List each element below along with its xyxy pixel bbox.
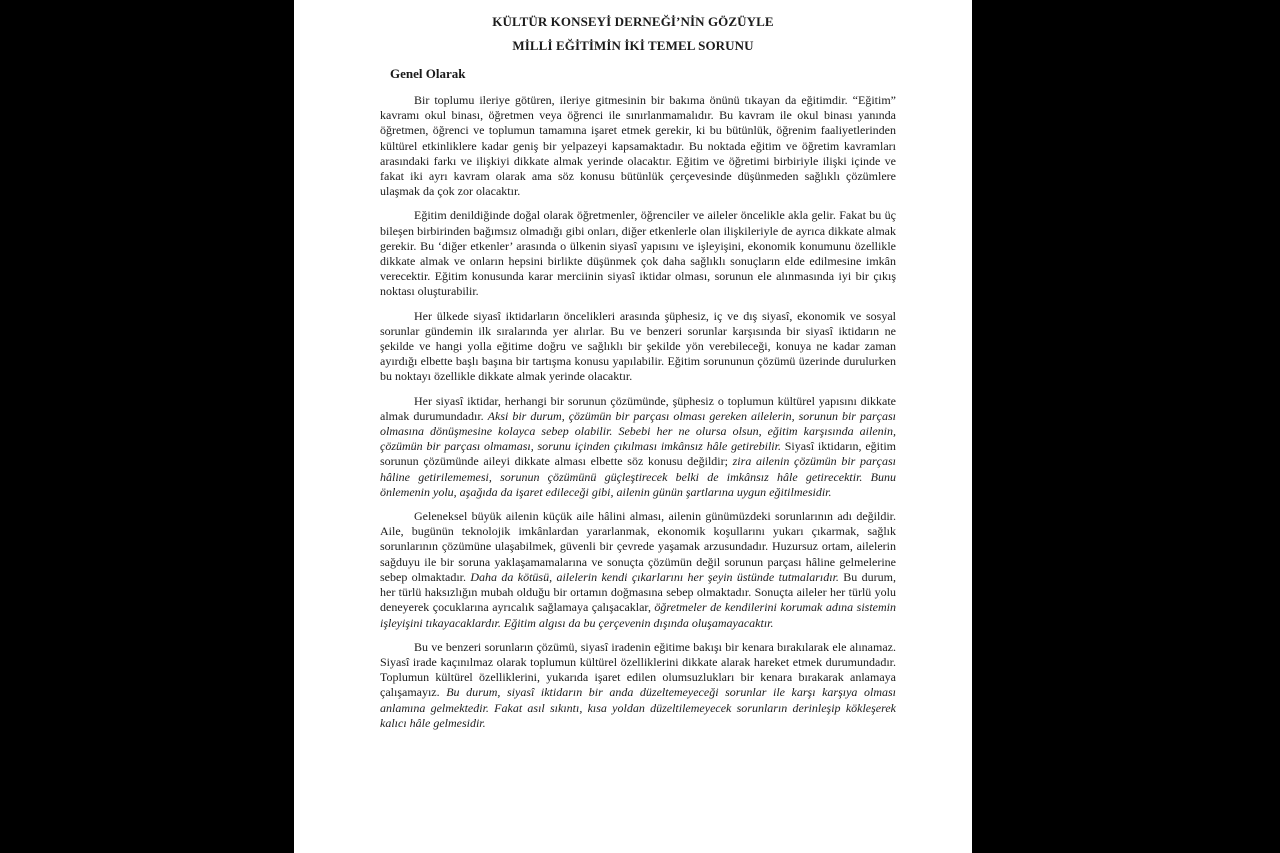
paragraph [380, 509, 896, 631]
paragraph-text: Her ülkede siyasî iktidarların öncelikleri arasında şüphesiz, iç ve dış siyasî, ekonomik ve sosyal sorunlar gündemin ilk sıralarında yer alırlar. Bu ve benzeri sorunlar karşısında bir siyasî iktidarın ne şekilde ve hangi yolla eğitime doğru ve sağlıklı bir şekilde yön verebileceği, konuya ne kadar zaman ayırdığı elbette başlı başına bir tartışma konusu yapılabilir. Eğitim sorununun çözümü üzerinde durulurken bu noktayı özellikle dikkate almak yerinde olacaktır. [380, 308, 896, 384]
paragraph-text: Bir toplumu ileriye götüren, ileriye gitmesinin bir bakıma önünü tıkayan da eğitimdir. “Eğitim” kavramı okul binası, öğretmen veya öğrenci ile sınırlanmamalıdır. Bu kavram ile okul binası yanında öğretmen, öğrenci ve toplumun tamamına işaret etmek gerekir, ki bu bütünlük, öğrenim faaliyetlerinden kültürel etkinliklere kadar geniş bir yelpazeyi kapsamaktadır. Bu noktada eğitim ve öğretim kavramları arasındaki farkı ve ilişkiyi dikkate almak yerinde olacaktır. Eğitim ve öğretimi birbiriyle ilişki içinde ve fakat iki ayrı kavram olarak ama söz konusu bütünlük çerçevesinde düşünmeden sağlıklı çözümlere ulaşmak da çok zor olacaktır. [380, 93, 896, 199]
document-page [294, 0, 972, 853]
paragraph [380, 309, 896, 385]
section-heading: Genel Olarak [390, 66, 466, 81]
paragraph-text: Bu ve benzeri sorunların çözümü, siyasî iradenin eğitime bakışı bir kenara bırakılarak ele alınamaz. Siyasî irade kaçınılmaz olarak toplumun kültürel özelliklerini dikkate alarak hareket etmek durumundadır. Toplumun kültürel özelliklerini, yukarıda işaret edilen olumsuzlukları bir kenara bırakarak anlamaya çalışamayız. [380, 639, 896, 700]
document-body [380, 93, 896, 740]
paragraph-emphasis: Bu durum, siyasî iktidarın bir anda düzeltemeyeceği sorunlar ile karşı karşıya olması anlamına gelmektedir. Fakat asıl sıkıntı, kısa yoldan düzeltilemeyecek sorunların derinleşip kökleşerek kalıcı hâle gelmesidir. [380, 685, 897, 730]
paragraph-emphasis: öğretmeler de kendilerini korumak adına sistemin işleyişini tıkayacaklardır. Eğitim algısı da bu çerçevenin dışında oluşamayacaktır. [380, 600, 896, 630]
paragraph-text: Bu durum, her türlü haksızlığın mubah olduğu bir ortamın doğmasına sebep olmaktadır. Sonuçta aileler her türlü yolu deneyerek çocuklarına ayrıcalık sağlamaya çalışacaklar, [380, 569, 896, 615]
paragraph-emphasis: Aksi bir durum, çözümün bir parçası olması gereken ailelerin, sorunun bir parçası olmasına dönüşmesine kolayca sebep olabilir. Sebebi her ne olursa olsun, eğitim karşısında ailenin, çözümün bir parçası olmaması, sorunu içinden çıkılması imkânsız hâle getirebilir. [380, 408, 896, 454]
document-title-line-2: MİLLİ EĞİTİMİN İKİ TEMEL SORUNU [512, 38, 754, 53]
document-title-line-1: KÜLTÜR KONSEYİ DERNEĞİ’NİN GÖZÜYLE [492, 14, 774, 29]
paragraph [380, 640, 896, 731]
paragraph [380, 93, 896, 199]
paragraph-text: Eğitim denildiğinde doğal olarak öğretmenler, öğrenciler ve aileler öncelikle akla gelir. Fakat bu üç bileşen birbirinden bağımsız olmadığı gibi onları, diğer etkenlerle olan ilişkileriyle de ayrıca dikkate almak gerekir. Bu ‘diğer etkenler’ arasında o ülkenin siyasî yapısını ve işleyişini, ekonomik konumunu özellikle dikkate almak ve onların hepsini birlikte düşünmek çok daha sağlıklı sonuçların elde edilmesine imkân verecektir. Eğitim konusunda karar merciinin siyasî iktidar olması, sorunun ele alınmasında iyi bir çıkış noktası oluşturabilir. [380, 208, 896, 299]
paragraph [380, 208, 896, 299]
paragraph-text: Her siyasî iktidar, herhangi bir sorunun çözümünde, şüphesiz o toplumun kültürel yapısını dikkate almak durumundadır. [380, 393, 896, 423]
paragraph-text: Siyasî iktidarın, eğitim sorunun çözümünde aileyi dikkate alması elbette söz konusu değildir; [380, 439, 896, 469]
paragraph-text: Geleneksel büyük ailenin küçük aile hâlini alması, ailenin günümüzdeki sorunlarının adı değildir. Aile, bugünün teknolojik imkânlardan yararlanmak, ekonomik koşullarını yukarı çıkarmak, sağlık sorunlarının çözümüne ulaşabilmek, güvenli bir çevrede yaşamak arzusundadır. Huzursuz ortam, ailelerin sağduyu ile bir soruna yaklaşamamalarına ve sonuçta çözümün değil sorunun parçası hâline gelmelerine sebep olmaktadır. [380, 509, 896, 584]
paragraph [380, 394, 896, 500]
paragraph-emphasis: Daha da kötüsü, ailelerin kendi çıkarlarını her şeyin üstünde tutmalarıdır. [470, 569, 839, 584]
paragraph-emphasis: zira ailenin çözümün bir parçası hâline getirilememesi, sorunun çözümünü güçleştirecek belki de imkânsız hâle getirecektir. Bunu önlemenin yolu, aşağıda da işaret edileceği gibi, ailenin günün şartlarına uygun eğitilmesidir. [380, 454, 896, 499]
